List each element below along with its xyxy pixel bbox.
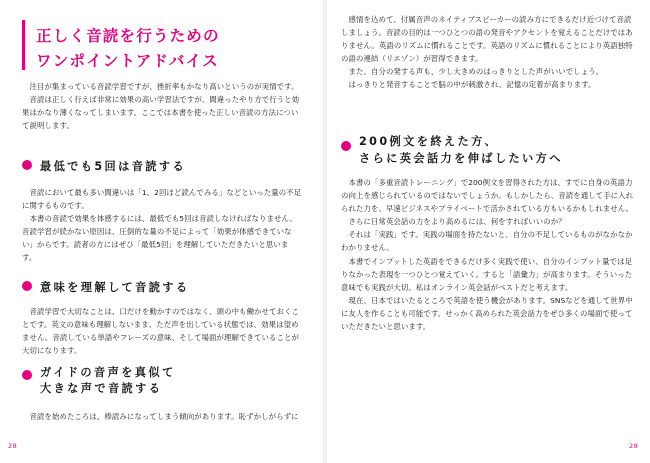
title-line-1: 正しく音読を行うための	[36, 27, 220, 45]
title-line-2: ワンポイントアドバイス	[36, 52, 219, 70]
section2-paragraph: 音読学習で大切なことは、口だけを動かすのではなく、頭の中も働かせておくことです。英文の意味も理解しないまま、ただ声を出している状態では、効果は望めません。音読している単語やフレーズの意味、そして場面が理解できていることが大切になります。	[22, 307, 300, 356]
section-heading-text-line-1: 200例文を終えた方、	[359, 135, 499, 148]
section-heading-text: 最低でも5回は音読する	[40, 160, 187, 173]
right-page	[327, 0, 650, 463]
title-accent-bar	[22, 20, 25, 70]
bullet-dot-icon	[22, 281, 32, 291]
left-page	[0, 0, 323, 463]
bullet-dot-icon	[341, 141, 351, 151]
section-heading-text-line-2: さらに英会話力を伸ばしたい方へ	[359, 152, 563, 165]
section4-paragraph: 本書の「多重音読トレーニング」で200例文を習得された方は、すでに自身の英語力の向上を感じられているのではないでしょうか。もしかしたら、音読を通して手に入れられた力を、早速ビジネスやプライベートで活かされている方もいるかもしれません。 さらに日常英会話の力をより高めるには、何をすればいいのか？ それは「実践」です。実践の場面を持たないと、自分の不足しているものがなかなかわかりません。 本書でインプットした英語をできるだけ多く実践で使い、自分のインプット量では足りなかった表現を一つひとつ覚えていく。すると「語彙力」が高まります。そういった意味でも実践が大切。私はオンライン英会話がベストだと考えます。 現在、日本ではいたるところで英語を使う機会があります。SNSなどを通して世界中に友人を作ることも可能です。せっかく高められた英会話力をぜひ多くの場面で使っていただきたいと思います。	[341, 178, 634, 332]
page-number-left: 28	[8, 442, 18, 450]
intro-paragraph: 注目が集まっている音読学習ですが、挫折率もかなり高いというのが実情です。 音読は正しく行えば非常に効果の高い学習法ですが、間違ったやり方で行うと効果はかなり薄くなってしまいます。ここでは本書を使った正しい音読の方法について説明します。	[22, 82, 300, 131]
section3-paragraph: 音読を始めたころは、棒読みになってしまう傾向があります。恥ずかしがらずに	[22, 412, 299, 421]
continued-paragraph: 感情を込めて、付属音声のネイティブスピーカーの読み方にできるだけ近づけて音読しましょう。音読の目的は一つひとつの語の発音やアクセントを覚えることだけではありません。英語のリズムに慣れることです。英語のリズムに慣れることにより英語独特の語の連結（リエゾン）が習得できます。 また、自分の発する声も、少し大きめのはっきりとした声がいいでしょう。 はっきりと発音することで脳の中が刺激され、記憶の定着が高まります。	[341, 15, 633, 90]
section-heading-text-line-1: ガイドの音声を真似て	[40, 366, 176, 379]
section1-paragraph: 音読において最も多い間違いは「1、2回ほど読んでみる」などといった量の不足に関するものです。 本書の音読で効果を体感するには、最低でも5回は音読しなければなりません。音読学習が続かない原因は、圧倒的な量の不足によって「効果が体感できていない」からです。読者の方にはぜひ「最低5回」を理解していただきたいと思います。	[22, 188, 302, 263]
page-number-right: 29	[629, 442, 639, 450]
section-heading-text-line-2: 大きな声で音読する	[40, 382, 163, 395]
bullet-dot-icon	[22, 370, 32, 380]
section-heading-text: 意味を理解して音読する	[40, 281, 190, 294]
bullet-dot-icon	[22, 160, 32, 170]
